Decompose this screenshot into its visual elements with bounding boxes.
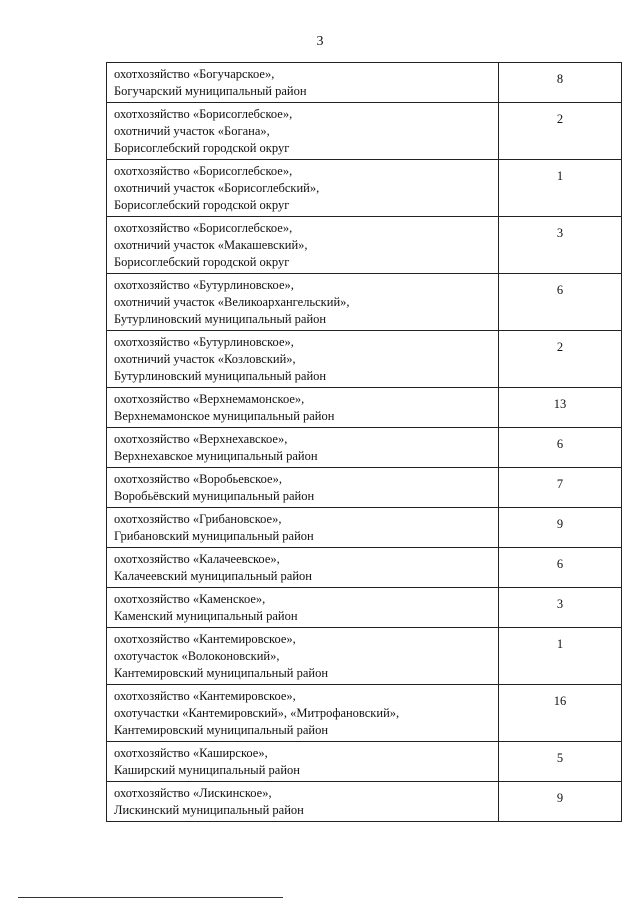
hunting-ground-line: охотничий участок «Великоархангельский», bbox=[114, 295, 350, 309]
hunting-ground-line: охотхозяйство «Богучарское», bbox=[114, 67, 275, 81]
hunting-ground-line: охотхозяйство «Кантемировское», bbox=[114, 632, 296, 646]
quantity-cell: 7 bbox=[499, 468, 622, 508]
hunting-ground-line: охотничий участок «Борисоглебский», bbox=[114, 181, 320, 195]
hunting-ground-line: охотхозяйство «Каменское», bbox=[114, 592, 266, 606]
quantity-cell: 9 bbox=[499, 782, 622, 822]
hunting-ground-line: охотучастки «Кантемировский», «Митрофановский», bbox=[114, 706, 400, 720]
hunting-ground-line: охотхозяйство «Каширское», bbox=[114, 746, 268, 760]
hunting-ground-cell bbox=[107, 628, 499, 685]
hunting-ground-cell bbox=[107, 508, 499, 548]
hunting-ground-cell bbox=[107, 588, 499, 628]
hunting-ground-line: охотхозяйство «Бутурлиновское», bbox=[114, 335, 294, 349]
quantity-cell: 3 bbox=[499, 217, 622, 274]
quantity-cell: 9 bbox=[499, 508, 622, 548]
table-row bbox=[107, 628, 622, 685]
quantity-cell: 16 bbox=[499, 685, 622, 742]
quantity-cell: 2 bbox=[499, 331, 622, 388]
hunting-ground-line: охотничий участок «Козловский», bbox=[114, 352, 296, 366]
hunting-ground-cell bbox=[107, 103, 499, 160]
table-row bbox=[107, 428, 622, 468]
quantity-cell: 6 bbox=[499, 548, 622, 588]
hunting-ground-cell bbox=[107, 63, 499, 103]
hunting-ground-line: охотхозяйство «Кантемировское», bbox=[114, 689, 296, 703]
hunting-ground-line: Каширский муниципальный район bbox=[114, 763, 300, 777]
hunting-ground-line: охотхозяйство «Борисоглебское», bbox=[114, 164, 293, 178]
hunting-ground-line: Лискинский муниципальный район bbox=[114, 803, 304, 817]
hunting-ground-line: охотхозяйство «Верхнемамонское», bbox=[114, 392, 305, 406]
hunting-ground-line: Богучарский муниципальный район bbox=[114, 84, 307, 98]
table-row bbox=[107, 331, 622, 388]
hunting-ground-line: охотхозяйство «Бутурлиновское», bbox=[114, 278, 294, 292]
quantity-cell: 3 bbox=[499, 588, 622, 628]
hunting-ground-line: Кантемировский муниципальный район bbox=[114, 723, 329, 737]
hunting-ground-line: Верхнехавское муниципальный район bbox=[114, 449, 318, 463]
table-row bbox=[107, 468, 622, 508]
quantity-cell: 2 bbox=[499, 103, 622, 160]
hunting-ground-line: Бутурлиновский муниципальный район bbox=[114, 369, 327, 383]
hunting-ground-line: охотхозяйство «Воробьевское», bbox=[114, 472, 282, 486]
hunting-ground-line: Воробьёвский муниципальный район bbox=[114, 489, 315, 503]
hunting-ground-line: Кантемировский муниципальный район bbox=[114, 666, 329, 680]
quantity-cell: 13 bbox=[499, 388, 622, 428]
table-row bbox=[107, 782, 622, 822]
hunting-ground-line: охотничий участок «Макашевский», bbox=[114, 238, 308, 252]
hunting-ground-cell bbox=[107, 685, 499, 742]
hunting-ground-line: охотхозяйство «Верхнехавское», bbox=[114, 432, 288, 446]
hunting-ground-line: охотхозяйство «Лискинское», bbox=[114, 786, 272, 800]
hunting-ground-cell bbox=[107, 388, 499, 428]
hunting-ground-line: охотхозяйство «Грибановское», bbox=[114, 512, 282, 526]
page-number: 3 bbox=[316, 34, 324, 49]
hunting-ground-cell bbox=[107, 274, 499, 331]
quantity-cell: 8 bbox=[499, 63, 622, 103]
hunting-ground-line: Борисоглебский городской округ bbox=[114, 255, 290, 269]
table-row bbox=[107, 588, 622, 628]
hunting-ground-line: Борисоглебский городской округ bbox=[114, 198, 290, 212]
hunting-ground-line: Борисоглебский городской округ bbox=[114, 141, 290, 155]
table-row bbox=[107, 742, 622, 782]
quantity-cell: 1 bbox=[499, 160, 622, 217]
hunting-ground-line: охотхозяйство «Калачеевское», bbox=[114, 552, 280, 566]
hunting-ground-cell bbox=[107, 548, 499, 588]
quantity-cell: 1 bbox=[499, 628, 622, 685]
hunting-grounds-table bbox=[106, 62, 622, 822]
hunting-ground-cell bbox=[107, 160, 499, 217]
table-body bbox=[107, 63, 622, 822]
hunting-ground-line: Верхнемамонское муниципальный район bbox=[114, 409, 335, 423]
quantity-cell: 6 bbox=[499, 274, 622, 331]
table-row bbox=[107, 548, 622, 588]
hunting-ground-line: Каменский муниципальный район bbox=[114, 609, 298, 623]
table-row bbox=[107, 685, 622, 742]
hunting-ground-line: Грибановский муниципальный район bbox=[114, 529, 314, 543]
table-row bbox=[107, 103, 622, 160]
table-row bbox=[107, 160, 622, 217]
hunting-ground-cell bbox=[107, 782, 499, 822]
hunting-ground-line: охотничий участок «Богана», bbox=[114, 124, 270, 138]
quantity-cell: 6 bbox=[499, 428, 622, 468]
hunting-ground-cell bbox=[107, 742, 499, 782]
hunting-ground-cell bbox=[107, 468, 499, 508]
hunting-ground-line: охотхозяйство «Борисоглебское», bbox=[114, 107, 293, 121]
hunting-ground-cell bbox=[107, 217, 499, 274]
footnote-rule bbox=[18, 897, 283, 898]
table-row bbox=[107, 508, 622, 548]
hunting-ground-line: Калачеевский муниципальный район bbox=[114, 569, 312, 583]
hunting-ground-line: Бутурлиновский муниципальный район bbox=[114, 312, 327, 326]
table-row bbox=[107, 388, 622, 428]
hunting-ground-line: охотхозяйство «Борисоглебское», bbox=[114, 221, 293, 235]
table-row bbox=[107, 274, 622, 331]
table-row bbox=[107, 217, 622, 274]
hunting-ground-cell bbox=[107, 428, 499, 468]
table-row bbox=[107, 63, 622, 103]
hunting-ground-cell bbox=[107, 331, 499, 388]
hunting-ground-line: охотучасток «Волоконовский», bbox=[114, 649, 280, 663]
quantity-cell: 5 bbox=[499, 742, 622, 782]
